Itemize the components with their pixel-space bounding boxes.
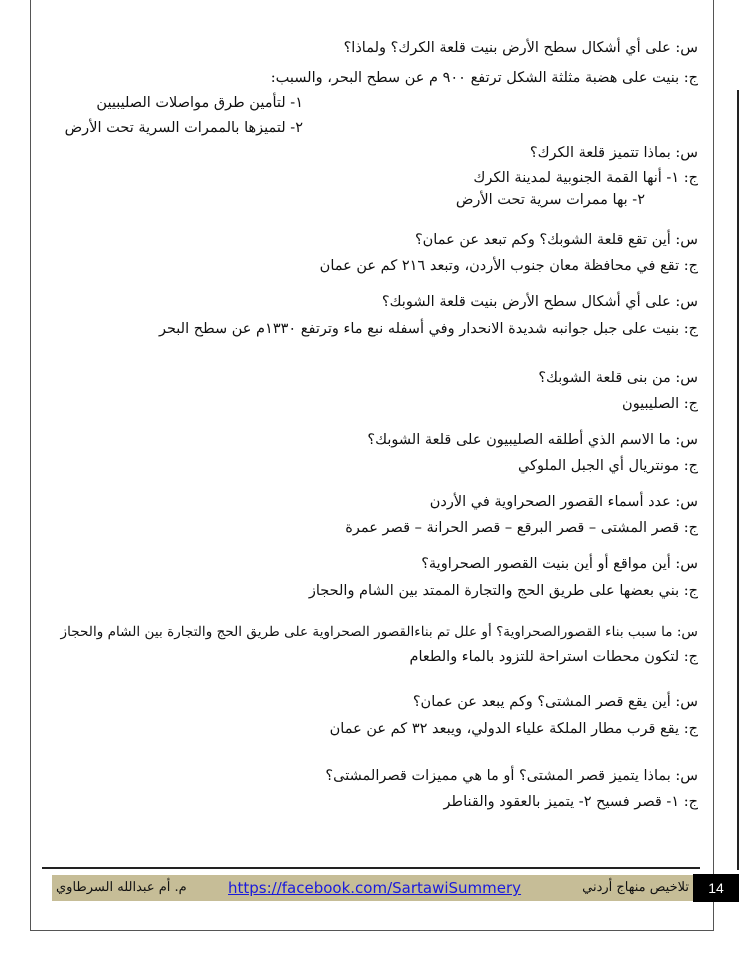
footer-band <box>52 875 693 901</box>
footer-author: م. أم عبدالله السرطاوي <box>56 880 187 895</box>
question: س: من بنى قلعة الشوبك؟ <box>538 370 698 386</box>
answer: ج: بنيت على هضبة مثلثة الشكل ترتفع ٩٠٠ م عن سطح البحر، والسبب: <box>270 70 698 86</box>
answer: ج: بني بعضها على طريق الحج والتجارة الممتد بين الشام والحجاز <box>308 583 698 599</box>
question: س: أين يقع قصر المشتى؟ وكم يبعد عن عمان؟ <box>412 694 698 710</box>
answer: ج: يقع قرب مطار الملكة علياء الدولي، ويبعد ٣٢ كم عن عمان <box>329 721 698 737</box>
answer: ج: ١- قصر فسيح ٢- يتميز بالعقود والقناطر <box>443 794 698 810</box>
facebook-link[interactable]: https://facebook.com/SartawiSummery <box>228 879 522 897</box>
answer-list-item: ٢- بها ممرات سرية تحت الأرض <box>455 192 645 208</box>
question: س: على أي أشكال سطح الأرض بنيت قلعة الشوبك؟ <box>381 294 698 310</box>
answer: ج: تقع في محافظة معان جنوب الأردن، وتبعد ٢١٦ كم عن عمان <box>319 258 698 274</box>
page-number: 14 <box>693 874 739 902</box>
question: س: ما سبب بناء القصورالصحراوية؟ أو علل تم بناءالقصور الصحراوية على طريق الحج والتجارة بين الشام والحجاز <box>60 624 698 640</box>
answer: ج: ١- أنها القمة الجنوبية لمدينة الكرك <box>473 170 698 186</box>
question: س: ما الاسم الذي أطلقه الصليبيون على قلعة الشوبك؟ <box>367 432 698 448</box>
question: س: أين مواقع أو أين بنيت القصور الصحراوية؟ <box>421 556 698 572</box>
footer-series-title: تلاخيص منهاج أردني <box>582 880 689 895</box>
footer-divider <box>42 867 700 869</box>
margin-rule <box>737 90 739 870</box>
answer: ج: بنيت على جبل جوانبه شديدة الانحدار وفي أسفله نبع ماء وترتفع ١٣٣٠م عن سطح البحر <box>158 321 698 337</box>
answer: ج: قصر المشتى – قصر البرقع – قصر الحرانة – قصر عمرة <box>345 520 698 536</box>
question: س: أين تقع قلعة الشوبك؟ وكم تبعد عن عمان؟ <box>414 232 698 248</box>
question: س: بماذا يتميز قصر المشتى؟ أو ما هي مميزات قصرالمشتى؟ <box>325 768 698 784</box>
question: س: عدد أسماء القصور الصحراوية في الأردن <box>429 494 698 510</box>
answer-list-item: ١- لتأمين طرق مواصلات الصليبيين <box>96 95 303 111</box>
answer-list-item: ٢- لتميزها بالممرات السرية تحت الأرض <box>64 120 303 136</box>
question: س: بماذا تتميز قلعة الكرك؟ <box>529 145 698 161</box>
answer: ج: لتكون محطات استراحة للتزود بالماء والطعام <box>409 649 698 665</box>
question: س: على أي أشكال سطح الأرض بنيت قلعة الكرك؟ ولماذا؟ <box>343 40 698 56</box>
answer: ج: مونتريال أي الجبل الملوكي <box>518 458 698 474</box>
answer: ج: الصليبيون <box>622 396 698 412</box>
